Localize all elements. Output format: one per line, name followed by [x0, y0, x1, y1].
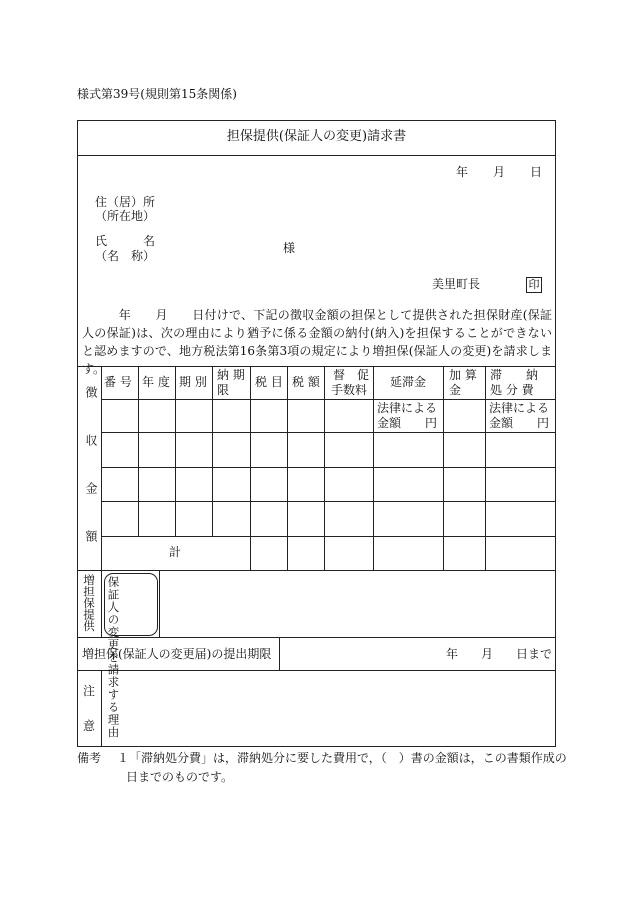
header-tax-amount: 税 額: [292, 375, 320, 389]
table-rule: [101, 399, 556, 400]
disposition-legal-2: 金額 円: [489, 416, 550, 430]
table-rule: [324, 366, 325, 570]
reason-label: 保証人の変更を請求する理由: [106, 576, 121, 739]
table-rule: [159, 570, 160, 637]
table-rule: [101, 670, 102, 747]
header-due-1: 納 期: [217, 368, 245, 382]
header-additional-1: 加 算: [449, 368, 477, 382]
table-rule: [485, 366, 486, 570]
header-tax-item: 税 目: [255, 375, 283, 389]
address-label: 住（居）所: [95, 195, 156, 209]
remarks-line-1: １「滞納処分費」は，滞納処分に要した費用で，（ ）書の金額は，この書類作成の: [117, 751, 567, 765]
table-rule: [77, 637, 556, 638]
table-rule: [373, 366, 374, 570]
table-rule: [212, 366, 213, 536]
table-rule: [77, 670, 556, 671]
divider: [77, 155, 556, 156]
total-label: 計: [169, 545, 182, 559]
table-rule: [279, 637, 280, 670]
honorific: 様: [283, 241, 296, 255]
name-label-sub: （名 称）: [95, 249, 156, 263]
remarks-label: 備考: [77, 751, 102, 765]
name-label-2: 名: [143, 234, 156, 248]
name-label-1: 氏: [95, 234, 108, 248]
seal-box: 印: [526, 277, 542, 293]
date-month: 月: [493, 165, 506, 179]
date-day: 日: [530, 165, 543, 179]
table-rule: [77, 570, 556, 571]
header-additional-2: 金: [449, 383, 462, 397]
notes-label-2: 意: [83, 719, 96, 733]
header-fiscal-year: 年 度: [142, 375, 170, 389]
notes-label-1: 注: [83, 684, 96, 698]
table-rule: [101, 432, 556, 433]
disposition-legal-1: 法律による: [489, 401, 550, 415]
header-disposition-2: 処 分 費: [490, 383, 534, 397]
table-side-label: 徴収金額: [84, 386, 98, 578]
header-reminder-2: 手数料: [331, 383, 368, 397]
header-delinquency: 延滞金: [390, 375, 427, 389]
header-due-2: 限: [217, 383, 230, 397]
delinquency-legal-2: 金額 円: [377, 416, 438, 430]
table-rule: [287, 366, 288, 570]
deadline-year: 年: [446, 647, 459, 661]
delinquency-legal-1: 法律による: [377, 401, 438, 415]
table-rule: [101, 536, 556, 537]
table-rule: [101, 366, 102, 570]
deadline-day: 日まで: [516, 647, 553, 661]
header-number: 番 号: [104, 375, 132, 389]
form-title: 担保提供(保証人の変更)請求書: [226, 129, 407, 144]
table-rule: [443, 366, 444, 570]
table-rule: [138, 366, 139, 536]
issuer: 美里町長: [432, 277, 481, 291]
date-year: 年: [456, 165, 469, 179]
table-rule: [101, 501, 556, 502]
table-rule: [175, 366, 176, 536]
body-paragraph: 年 月 日付けで、下記の徴収金額の担保として提供された担保財産(保証人の保証)は、次の理由により猶予に係る金額の納付(納入)を担保することができないと認めますので、地方税法第16条第3項の規定により増担保(保証人の変更)を請求します。: [82, 308, 552, 376]
table-rule: [101, 570, 102, 637]
form-number: 様式第39号(規則第15条関係): [77, 87, 237, 101]
table-rule: [250, 366, 251, 570]
deadline-label: 増担保(保証人の変更届)の提出期限: [82, 647, 272, 661]
increase-security-label: 増担保提供: [82, 574, 96, 632]
header-disposition-1: 滞 納: [490, 368, 539, 382]
header-period: 期 別: [179, 375, 207, 389]
table-rule: [101, 467, 556, 468]
deadline-month: 月: [481, 647, 494, 661]
header-reminder-1: 督 促: [333, 368, 370, 382]
remarks-line-2: 日までのものです。: [126, 770, 234, 784]
address-label-sub: （所在地）: [95, 209, 156, 223]
